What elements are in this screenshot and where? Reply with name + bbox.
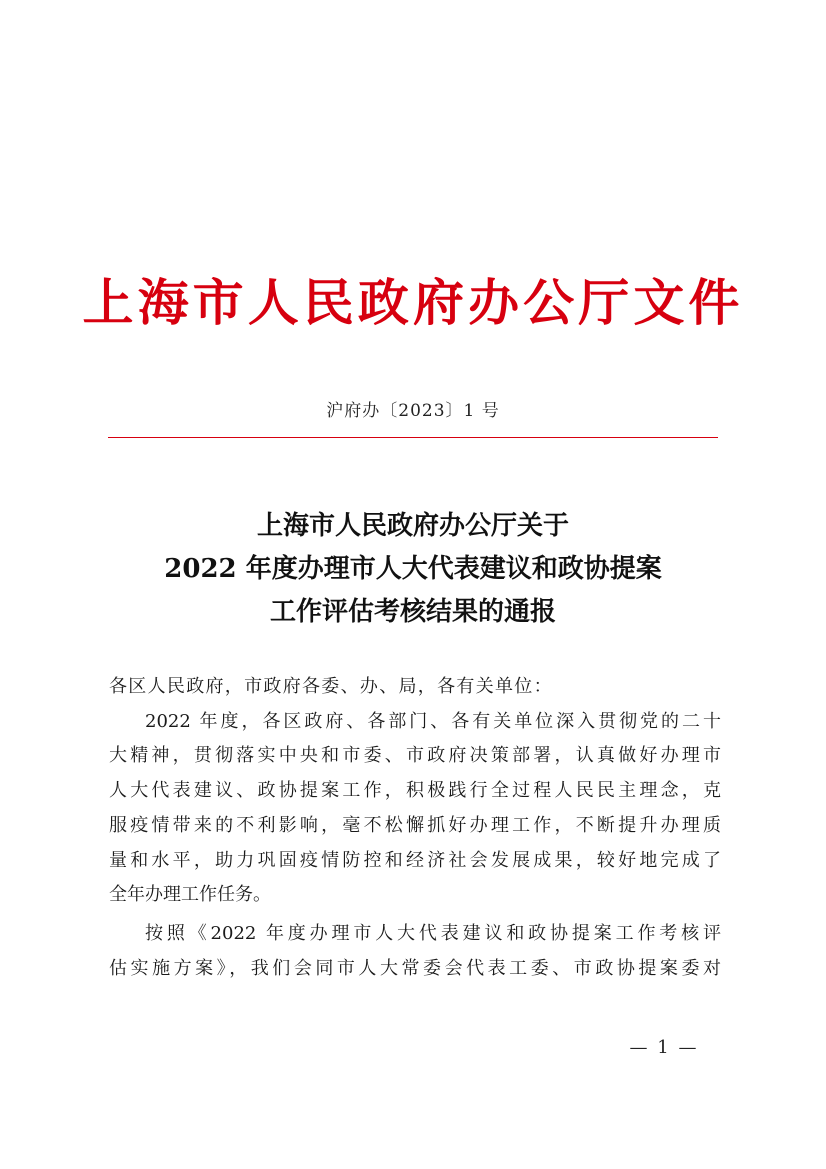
paragraph-line: 量和水平，助力巩固疫情防控和经济社会发展成果，较好地完成了 [109, 849, 721, 871]
paragraph-line: 估实施方案》，我们会同市人大常委会代表工委、市政协提案委对 [109, 957, 721, 979]
paragraph-2 [109, 917, 721, 986]
paragraph-line: 按照《2022 年度办理市人大代表建议和政协提案工作考核评 [145, 922, 721, 944]
paragraph-line: 2022 年度，各区政府、各部门、各有关单位深入贯彻党的二十 [145, 710, 721, 732]
paragraph-line: 人大代表建议、政协提案工作，积极践行全过程人民民主理念，克 [109, 780, 721, 802]
document-title [60, 505, 766, 634]
document-masthead: 上海市人民政府办公厅文件 [82, 273, 744, 332]
title-line-1: 上海市人民政府办公厅关于 [256, 511, 569, 541]
document-body [109, 670, 721, 986]
title-line-2: 2022 年度办理市人大代表建议和政协提案 [164, 554, 662, 584]
title-line-3: 工作评估考核结果的通报 [269, 597, 556, 627]
red-divider-line [108, 437, 718, 438]
page-number: — 1 — [629, 1037, 699, 1058]
paragraph-1 [109, 705, 721, 913]
paragraph-line: 服疫情带来的不利影响，毫不松懈抓好办理工作，不断提升办理质 [109, 814, 721, 836]
salutation: 各区人民政府，市政府各委、办、局，各有关单位： [109, 676, 553, 697]
document-number: 沪府办〔2023〕1 号 [326, 401, 500, 421]
paragraph-line: 大精神，贯彻落实中央和市委、市政府决策部署，认真做好办理市 [109, 745, 721, 767]
paragraph-line: 全年办理工作任务。 [109, 884, 271, 906]
